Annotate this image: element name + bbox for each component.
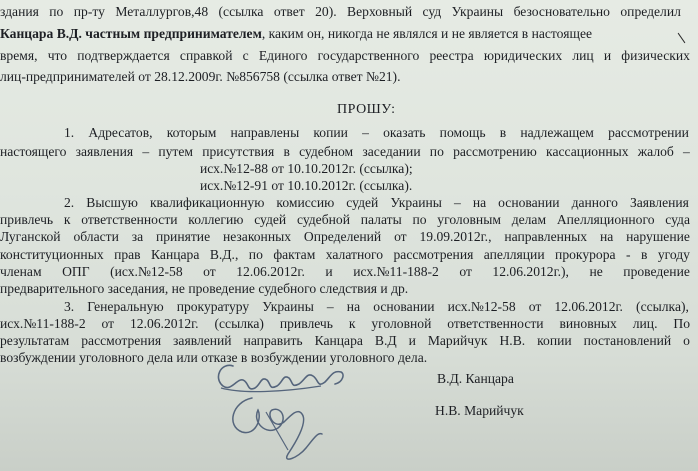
word: юридических [483,48,563,63]
word: исх.№11-188-2 [353,264,439,279]
word: кассационных [546,144,629,159]
word: направлены [230,125,300,140]
word: судей [346,195,379,210]
word: оказать [383,125,426,140]
word: 3. [64,299,75,314]
word: Н.В. [499,333,526,348]
word: Адресатов, [88,125,153,140]
word: рассмотрении [608,125,689,140]
word: данного [571,195,618,210]
word: судей [254,212,287,227]
word: (ссылка [218,4,264,19]
word: прав [114,247,141,262]
word: определил [620,4,681,19]
request-item-3-line [0,333,690,348]
word: на [346,299,361,314]
word: от [459,264,472,279]
word: по [248,247,263,262]
word: 12.06.2012г. [554,299,623,314]
word: 12.06.2012г. [236,264,305,279]
word: государственного [317,48,420,63]
request-item-1-line: исх.№12-88 от 10.10.2012г. (ссылка); [200,161,413,176]
word: фактам [273,247,316,262]
word: результатам [0,333,70,348]
word: (исх.№12-58 [110,264,183,279]
word: здания [0,4,39,19]
word: 1. [64,125,75,140]
word: по [412,212,427,227]
word: подтверждается [77,48,170,63]
word: лиц. [632,316,658,331]
word: физических [621,48,690,63]
word: 12.06.2012г. [129,316,199,331]
word: Высшую [86,195,138,210]
word: на [472,195,487,210]
word: которым [166,125,217,140]
word: помощь [439,125,486,140]
word: Луганской [0,229,61,244]
word: - [626,247,631,262]
word: Определений [303,229,382,244]
word: от [528,299,542,314]
word: Апелляционного [556,212,655,227]
word: привлечь [279,316,333,331]
word: рассмотрения [81,333,162,348]
word: конституционных [0,247,104,262]
word: за [131,229,144,244]
word: – [683,144,690,159]
word: квалификационную [149,195,265,210]
word: к [348,316,356,331]
word: рассмотрения [393,247,474,262]
word: пр-ту [73,4,105,19]
word: коллегию [188,212,244,227]
word: постановлений [583,333,672,348]
word: к [63,212,71,227]
word: незаконных [222,229,292,244]
word: уголовной [371,316,432,331]
word: (ссылка) [214,316,264,331]
request-item-1-line [0,144,690,159]
request-item-1-line: исх.№12-91 от 10.10.2012г. (ссылка). [200,178,413,193]
word: путем [158,144,194,159]
word: принятие [155,229,211,244]
word: Заявления [629,195,689,210]
word: что [47,48,68,63]
request-item-3-line [64,299,689,314]
word: копии [313,125,348,140]
word: виновных [559,316,617,331]
word: прокурора [555,247,616,262]
word: заявления [75,144,134,159]
word: привлечь [0,212,54,227]
word: на [599,229,614,244]
intro-line-3 [0,48,690,63]
intro-line-2 [0,26,690,41]
word: с [242,48,249,63]
word: реестра [429,48,474,63]
word: о [683,333,690,348]
word: 2. [64,195,75,210]
request-item-2-line: предварительного заседания, не проведение судебного следствия и др. [0,281,409,296]
word: Украины [451,4,504,19]
request-item-2-line [64,195,689,210]
word: и [408,333,416,348]
word: копии [537,333,572,348]
word: и [325,264,333,279]
word: Генеральную [87,299,164,314]
word: В.Д., [209,247,239,262]
word: Единого [258,48,308,63]
word: заседании [362,144,421,159]
intro-line-2-rest: , каким он, никогда не являлся и не является в настоящее [261,26,593,41]
request-item-1-line [64,125,689,140]
signatory-name-2: Н.В. Марийчук [435,403,524,418]
word: апелляции [483,247,545,262]
word: не [589,264,603,279]
request-item-2-line [0,247,690,262]
signature-mariychuk [222,392,332,471]
word: членам [0,264,42,279]
word: угоду [657,247,690,262]
word: рассмотрению [453,144,537,159]
request-item-3-line: возбуждении уголовного дела или отказе в возбуждении уголовного дела. [0,350,428,365]
document-heading: ПРОШУ: [337,102,396,117]
word: Канцара [314,333,363,348]
word: (ссылка), [636,299,689,314]
intro-bold-phrase: Канцара В.Д. частным предпринимателем [0,26,262,41]
word: уголовным [437,212,501,227]
word: палаты [360,212,402,227]
word: надлежащем [520,125,594,140]
word: заявлений [173,333,232,348]
word: от [101,316,115,331]
word: 19.09.2012г., [419,229,492,244]
word: от [203,264,216,279]
request-item-3-line [0,316,690,331]
word: судебной [296,212,350,227]
word: Украины [262,299,314,314]
word: 12.06.2012г.), [492,264,569,279]
word: лиц [572,48,594,63]
word: проведение [623,264,690,279]
word: основании [373,299,435,314]
word: делам [511,212,547,227]
word: 20). [315,4,337,19]
word: безосновательно [513,4,610,19]
word: Металлургов,48 [115,4,209,19]
word: халатного [325,247,384,262]
word: в [283,144,290,159]
word: жалоб [637,144,674,159]
request-item-2-line [0,229,690,244]
word: ответ [273,4,305,19]
word: ответственности [81,212,178,227]
word: Украины [390,195,442,210]
word: – [142,144,150,159]
word: по [429,144,444,159]
word: присутствия [202,144,275,159]
signatory-name-1: В.Д. Канцара [437,371,514,386]
word: Канцара [151,247,200,262]
word: направить [243,333,303,348]
word: – [453,195,461,210]
intro-line-1 [0,4,681,19]
word: нарушение [626,229,690,244]
word: по [49,4,64,19]
word: от [394,229,407,244]
word: суд [422,4,442,19]
word: суда [665,212,690,227]
word: ОПГ [62,264,90,279]
word: исх.№12-58 [447,299,516,314]
request-item-2-line [0,212,690,227]
word: – [326,299,334,314]
word: Марийчук [427,333,488,348]
intro-line-4: лиц-предпринимателей от 28.12.2009г. №856758 (ссылка ответ №21). [0,69,401,84]
word: в [640,247,648,262]
word: и [603,48,612,63]
word: судебном [299,144,354,159]
word: В.Д [374,333,397,348]
word: в [499,125,507,140]
word: основании [498,195,560,210]
word: комиссию [276,195,335,210]
word: прокуратуру [176,299,250,314]
request-item-2-line [0,264,690,279]
word: исх.№11-188-2 [0,316,86,331]
word: направленных [504,229,588,244]
word: справкой [179,48,233,63]
word: Верховный [347,4,413,19]
word: ответственности [447,316,544,331]
word: По [673,316,690,331]
word: области [73,229,119,244]
word: время, [0,48,38,63]
word: – [362,125,369,140]
word: настоящего [0,144,67,159]
